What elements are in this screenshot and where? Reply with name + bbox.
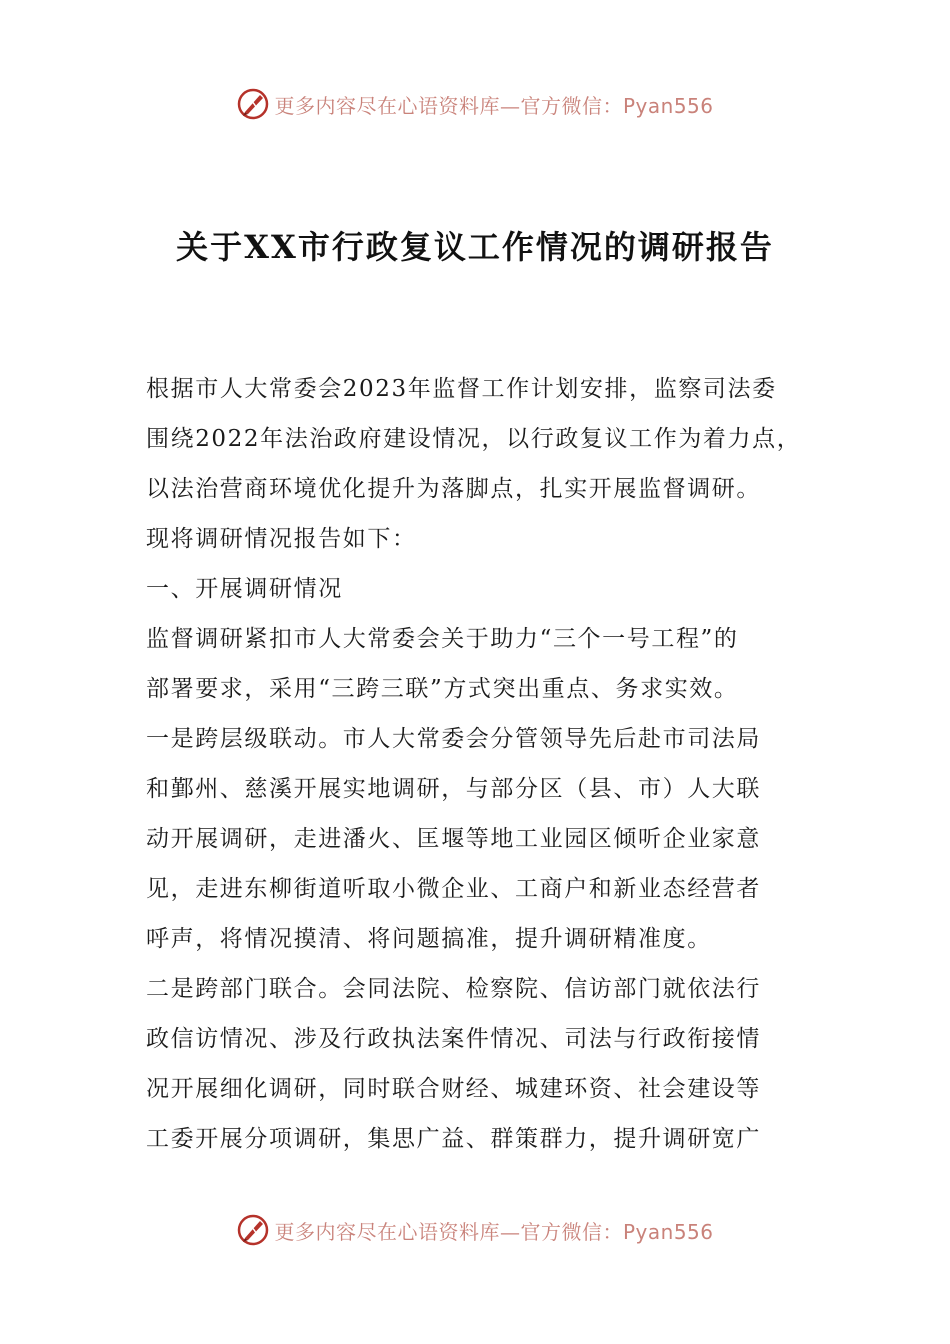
body-line: 政信访情况、涉及行政执法案件情况、司法与行政衔接情: [146, 1026, 761, 1052]
body-line: 和鄞州、慈溪开展实地调研，与部分区（县、市）人大联: [146, 776, 761, 802]
body-line: 一是跨层级联动。市人大常委会分管领导先后赴市司法局: [146, 726, 761, 752]
body-line: 现将调研情况报告如下：: [146, 526, 417, 552]
body-line: 根据市人大常委会2023年监督工作计划安排，监察司法委: [146, 376, 777, 402]
body-line: 动开展调研，走进潘火、匡堰等地工业园区倾听企业家意: [146, 826, 761, 852]
body-line: 见，走进东柳街道听取小微企业、工商户和新业态经营者: [146, 876, 761, 902]
body-line: 部署要求，采用“三跨三联”方式突出重点、务求实效。: [146, 676, 739, 702]
body-line: 监督调研紧扣市人大常委会关于助力“三个一号工程”的: [146, 626, 739, 652]
body-line: 以法治营商环境优化提升为落脚点，扎实开展监督调研。: [146, 476, 761, 502]
body-line: 围绕2022年法治政府建设情况，以行政复议工作为着力点，: [146, 426, 802, 452]
section-heading: 一、开展调研情况: [146, 576, 343, 602]
body-line: 工委开展分项调研，集思广益、群策群力，提升调研宽广: [146, 1126, 761, 1152]
pen-logo-icon: [236, 87, 270, 121]
pen-logo-icon: [236, 1213, 270, 1247]
watermark-text: 更多内容尽在心语资料库—官方微信：: [274, 93, 623, 118]
document-body: [146, 364, 816, 1164]
body-line: 况开展细化调研，同时联合财经、城建环资、社会建设等: [146, 1076, 761, 1102]
document-title: 关于XX市行政复议工作情况的调研报告: [176, 228, 774, 266]
watermark-text: 更多内容尽在心语资料库—官方微信：: [274, 1219, 623, 1244]
header-watermark: [0, 84, 950, 124]
watermark-handle: Pyan556: [622, 93, 714, 118]
footer-watermark: [0, 1210, 950, 1250]
body-line: 二是跨部门联合。会同法院、检察院、信访部门就依法行: [146, 976, 761, 1002]
body-line: 呼声，将情况摸清、将问题搞准，提升调研精准度。: [146, 926, 712, 952]
watermark-handle: Pyan556: [622, 1219, 714, 1244]
